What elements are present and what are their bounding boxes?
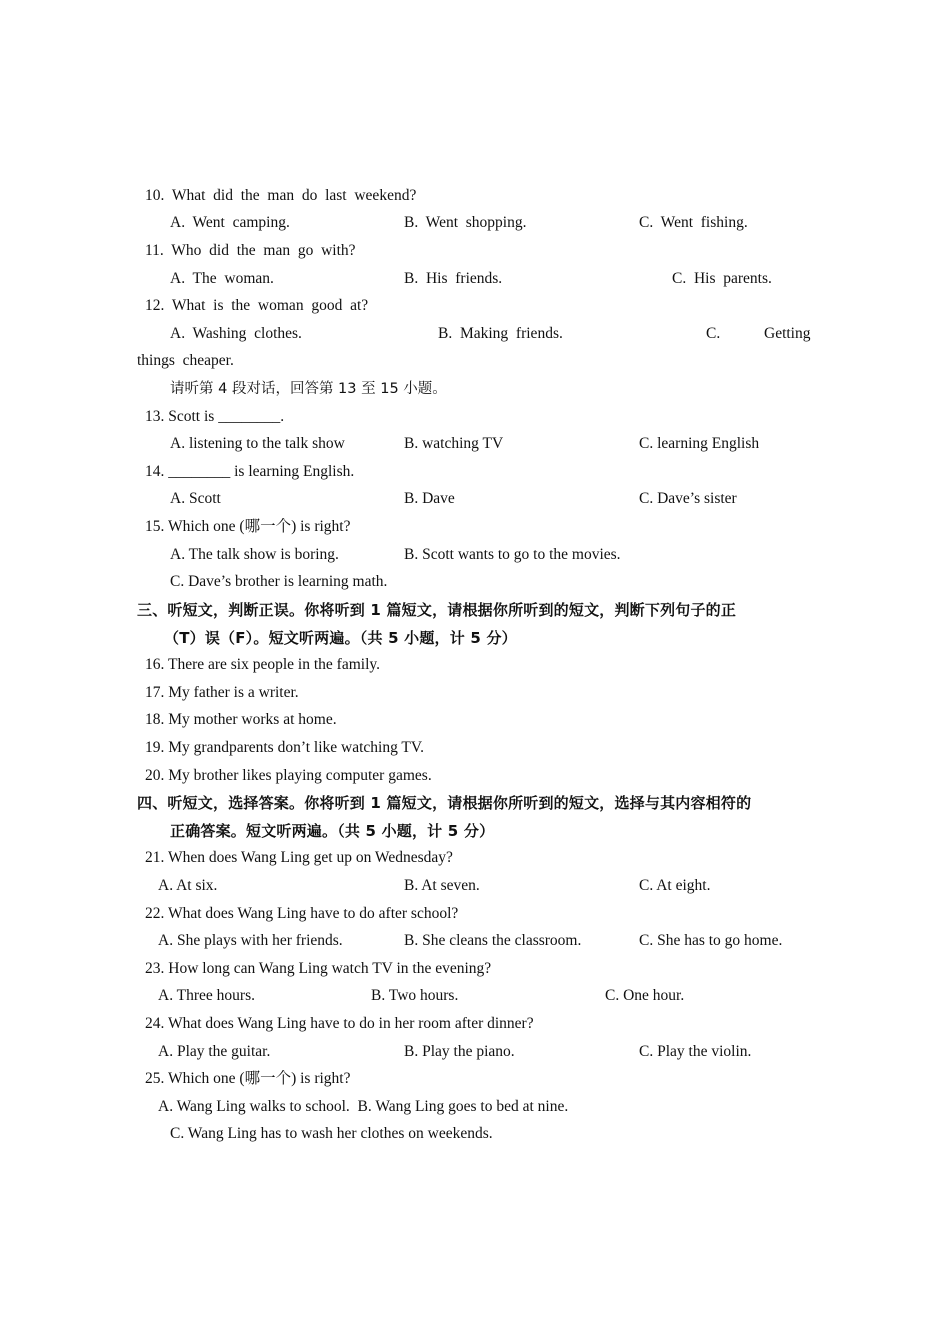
q10-option-c: C. Went fishing.	[639, 214, 748, 231]
q14-option-b: B. Dave	[404, 490, 455, 507]
q14-option-a: A. Scott	[170, 490, 221, 507]
q13-option-a: A. listening to the talk show	[170, 435, 345, 452]
q11-option-b: B. His friends.	[404, 270, 503, 287]
q10-option-a: A. Went camping.	[170, 214, 290, 231]
question-15: 15. Which one (哪一个) is right?	[145, 518, 351, 535]
question-24: 24. What does Wang Ling have to do in her room after dinner?	[145, 1015, 534, 1032]
statement-18: 18. My mother works at home.	[145, 711, 337, 728]
q11-option-c: C. His parents.	[672, 270, 772, 287]
q11-option-a: A. The woman.	[170, 270, 274, 287]
q12-option-b: B. Making friends.	[438, 325, 563, 342]
q21-option-c: C. At eight.	[639, 877, 711, 894]
question-11: 11. Who did the man go with?	[145, 242, 356, 259]
statement-20: 20. My brother likes playing computer games.	[145, 767, 432, 784]
question-25: 25. Which one (哪一个) is right?	[145, 1070, 351, 1087]
q25-options-a-b: A. Wang Ling walks to school. B. Wang Ling goes to bed at nine.	[158, 1098, 569, 1115]
q22-option-a: A. She plays with her friends.	[158, 932, 343, 949]
dialogue-4-instruction: 请听第 4 段对话，回答第 13 至 15 小题。	[170, 381, 447, 397]
q13-option-b: B. watching TV	[404, 435, 504, 452]
q15-option-a: A. The talk show is boring.	[170, 546, 339, 563]
q22-option-b: B. She cleans the classroom.	[404, 932, 582, 949]
q25-option-c: C. Wang Ling has to wash her clothes on weekends.	[170, 1125, 493, 1142]
q12-option-a: A. Washing clothes.	[170, 325, 302, 342]
question-12: 12. What is the woman good at?	[145, 297, 369, 314]
question-14: 14. ________ is learning English.	[145, 463, 355, 480]
part3-heading-line1: 三、听短文，判断正误。你将听到 1 篇短文，请根据你所听到的短文，判断下列句子的正	[137, 601, 737, 619]
q10-option-b: B. Went shopping.	[404, 214, 527, 231]
statement-17: 17. My father is a writer.	[145, 684, 299, 701]
q13-option-c: C. learning English	[639, 435, 760, 452]
part4-heading-line1: 四、听短文，选择答案。你将听到 1 篇短文，请根据你所听到的短文，选择与其内容相符的	[137, 794, 752, 812]
q21-option-a: A. At six.	[158, 877, 218, 894]
q21-option-b: B. At seven.	[404, 877, 480, 894]
statement-19: 19. My grandparents don’t like watching TV.	[145, 739, 424, 756]
question-22: 22. What does Wang Ling have to do after school?	[145, 905, 459, 922]
q15-option-b: B. Scott wants to go to the movies.	[404, 546, 621, 563]
q22-option-c: C. She has to go home.	[639, 932, 783, 949]
q24-option-b: B. Play the piano.	[404, 1043, 515, 1060]
statement-16: 16. There are six people in the family.	[145, 656, 381, 673]
q24-option-c: C. Play the violin.	[639, 1043, 752, 1060]
question-23: 23. How long can Wang Ling watch TV in the evening?	[145, 960, 492, 977]
q23-option-c: C. One hour.	[605, 987, 685, 1004]
q24-option-a: A. Play the guitar.	[158, 1043, 271, 1060]
question-13: 13. Scott is ________.	[145, 408, 285, 425]
q12-option-c-continued: things cheaper.	[137, 352, 234, 369]
q15-option-c: C. Dave’s brother is learning math.	[170, 573, 388, 590]
q14-option-c: C. Dave’s sister	[639, 490, 737, 507]
question-10: 10. What did the man do last weekend?	[145, 187, 417, 204]
question-21: 21. When does Wang Ling get up on Wednesday?	[145, 849, 453, 866]
q12-option-c-text: Getting	[764, 325, 811, 342]
q23-option-a: A. Three hours.	[158, 987, 255, 1004]
part3-heading-line2: （T）误（F）。短文听两遍。（共 5 小题，计 5 分）	[164, 629, 517, 647]
part4-heading-line2: 正确答案。短文听两遍。（共 5 小题，计 5 分）	[170, 822, 495, 840]
q12-option-c-label: C.	[706, 325, 721, 342]
q23-option-b: B. Two hours.	[371, 987, 459, 1004]
